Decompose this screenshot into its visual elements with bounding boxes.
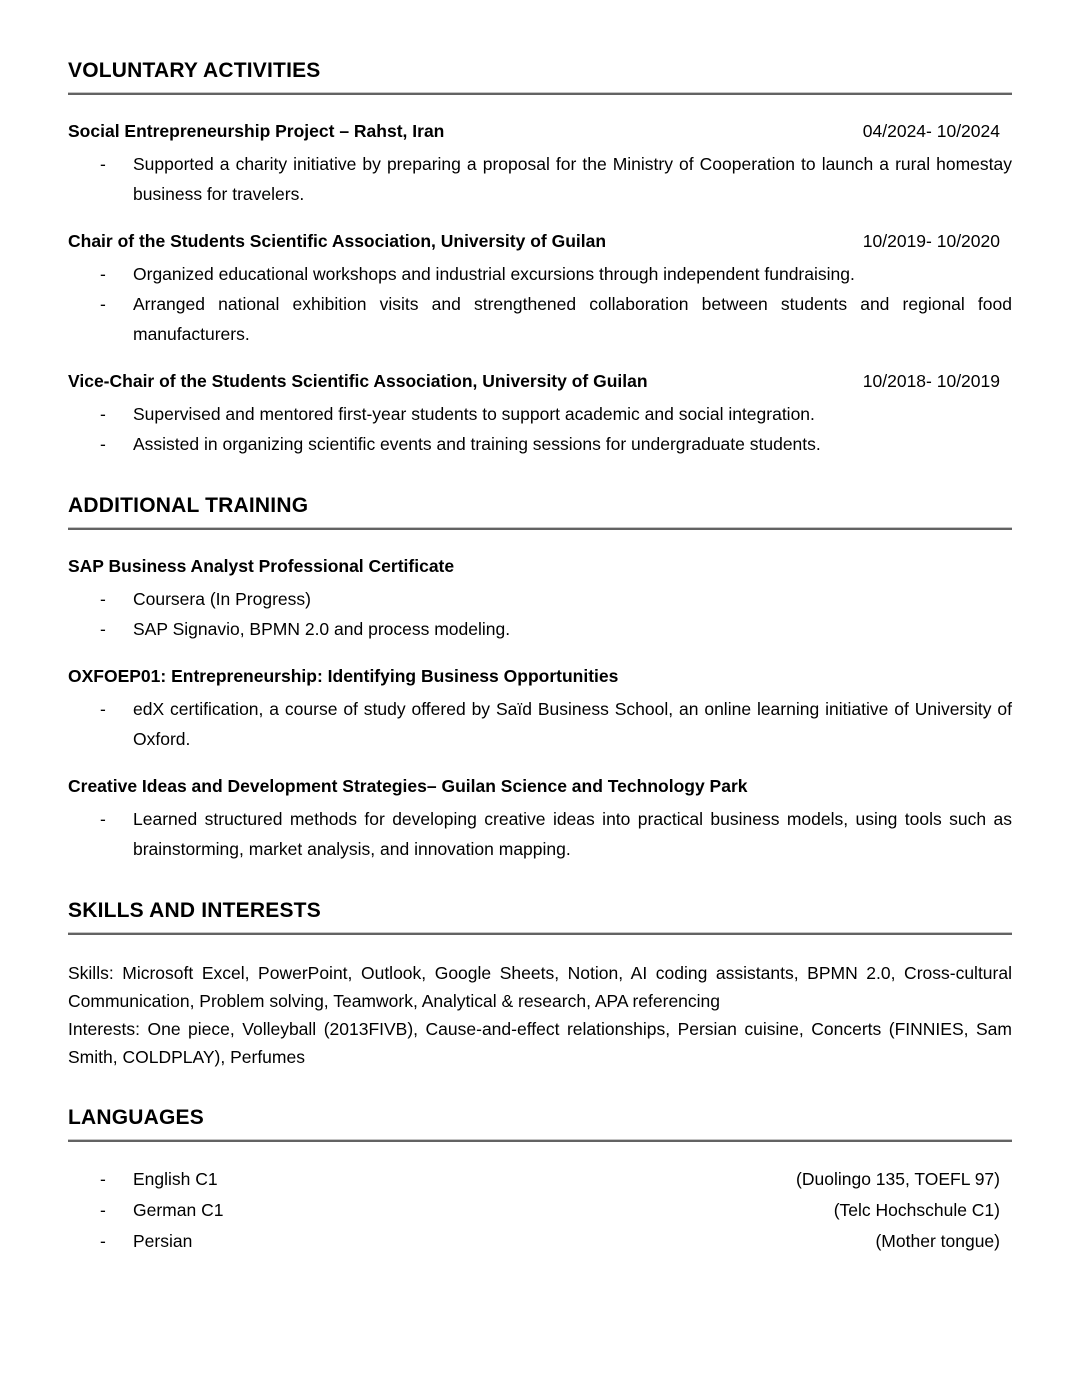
bullet-text: Organized educational workshops and industrial excursions through independent fundraising. [133, 264, 855, 284]
section-heading: ADDITIONAL TRAINING [68, 494, 309, 517]
section-divider [68, 1139, 1012, 1142]
language-name: English C1 [133, 1169, 218, 1189]
entry-head [68, 774, 1012, 798]
bullet-marker: - [100, 154, 106, 174]
bullet-list [68, 259, 1012, 349]
skills-paragraph: Skills: Microsoft Excel, PowerPoint, Outlook, Google Sheets, Notion, AI coding assistants, BPMN 2.0, Cross-cultural Communication, Problem solving, Teamwork, Analytical & research, APA referencing [68, 963, 1012, 1011]
bullet-list [68, 804, 1012, 864]
entry-head [68, 664, 1012, 688]
bullet-text: edX certification, a course of study offered by Saïd Business School, an online learning initiative of University of Oxford. [133, 699, 1012, 749]
entry-head [68, 369, 1012, 393]
section-divider [68, 527, 1012, 530]
entry-title: Creative Ideas and Development Strategies– Guilan Science and Technology Park [68, 776, 748, 796]
bullet-marker: - [100, 294, 106, 314]
bullet-text: SAP Signavio, BPMN 2.0 and process modeling. [133, 619, 511, 639]
entry-chair-association [68, 229, 1012, 349]
list-item [68, 614, 1012, 644]
entry-title: Social Entrepreneurship Project – Rahst, Iran [68, 121, 445, 141]
bullet-marker: - [100, 434, 106, 454]
bullet-text: Learned structured methods for developing creative ideas into practical business models, using tools such as brainstorming, market analysis, and innovation mapping. [133, 809, 1012, 859]
entry-vice-chair-association [68, 369, 1012, 459]
list-item [68, 429, 1012, 459]
language-note: (Telc Hochschule C1) [833, 1200, 1000, 1220]
entry-date: 04/2024- 10/2024 [862, 121, 1000, 141]
list-item [68, 804, 1012, 864]
section-heading: SKILLS AND INTERESTS [68, 899, 321, 922]
section-languages [68, 1105, 1012, 1257]
section-divider [68, 932, 1012, 935]
language-row-german [68, 1195, 1012, 1226]
entry-head [68, 119, 1012, 143]
language-row-persian [68, 1226, 1012, 1257]
section-voluntary-activities [68, 58, 1012, 459]
section-additional-training [68, 493, 1012, 864]
list-item [68, 584, 1012, 614]
bullet-marker: - [100, 264, 106, 284]
entry-title: Vice-Chair of the Students Scientific Association, University of Guilan [68, 371, 648, 391]
language-name: Persian [133, 1231, 193, 1251]
language-name: German C1 [133, 1200, 224, 1220]
bullet-marker: - [100, 404, 106, 424]
skills-interests-text [68, 959, 1012, 1071]
list-item [68, 289, 1012, 349]
section-skills-interests [68, 898, 1012, 1071]
bullet-marker: - [100, 589, 106, 609]
bullet-list [68, 584, 1012, 644]
bullet-text: Arranged national exhibition visits and strengthened collaboration between students and regional food manufacturers. [133, 294, 1012, 344]
bullet-text: Assisted in organizing scientific events and training sessions for undergraduate students. [133, 434, 821, 454]
entry-head [68, 229, 1012, 253]
language-note: (Duolingo 135, TOEFL 97) [796, 1169, 1000, 1189]
bullet-text: Supported a charity initiative by preparing a proposal for the Ministry of Cooperation to launch a rural homestay business for travelers. [133, 154, 1012, 204]
language-list [68, 1164, 1012, 1257]
entry-title: SAP Business Analyst Professional Certificate [68, 556, 455, 576]
language-row-english [68, 1164, 1012, 1195]
bullet-marker: - [100, 699, 106, 719]
list-item [68, 694, 1012, 754]
bullet-marker: - [100, 619, 106, 639]
bullet-marker: - [100, 1231, 106, 1251]
entry-date: 10/2019- 10/2020 [862, 231, 1000, 251]
entry-title: Chair of the Students Scientific Association, University of Guilan [68, 231, 607, 251]
entry-head [68, 554, 1012, 578]
entry-date: 10/2018- 10/2019 [862, 371, 1000, 391]
entry-social-entrepreneurship [68, 119, 1012, 209]
interests-paragraph: Interests: One piece, Volleyball (2013FIVB), Cause-and-effect relationships, Persian cuisine, Concerts (FINNIES, Sam Smith, COLDPLAY), Perfumes [68, 1019, 1012, 1067]
entry-sap-certificate [68, 554, 1012, 644]
list-item [68, 259, 1012, 289]
bullet-list [68, 694, 1012, 754]
bullet-marker: - [100, 809, 106, 829]
entry-creative-ideas [68, 774, 1012, 864]
bullet-marker: - [100, 1169, 106, 1189]
section-heading: LANGUAGES [68, 1106, 204, 1129]
list-item [68, 399, 1012, 429]
section-divider [68, 92, 1012, 95]
bullet-list [68, 149, 1012, 209]
language-note: (Mother tongue) [875, 1231, 1000, 1251]
section-heading: VOLUNTARY ACTIVITIES [68, 59, 321, 82]
list-item [68, 149, 1012, 209]
bullet-list [68, 399, 1012, 459]
bullet-text: Coursera (In Progress) [133, 589, 311, 609]
bullet-marker: - [100, 1200, 106, 1220]
entry-title: OXFOEP01: Entrepreneurship: Identifying Business Opportunities [68, 666, 619, 686]
bullet-text: Supervised and mentored first-year students to support academic and social integration. [133, 404, 815, 424]
entry-oxfoep01 [68, 664, 1012, 754]
